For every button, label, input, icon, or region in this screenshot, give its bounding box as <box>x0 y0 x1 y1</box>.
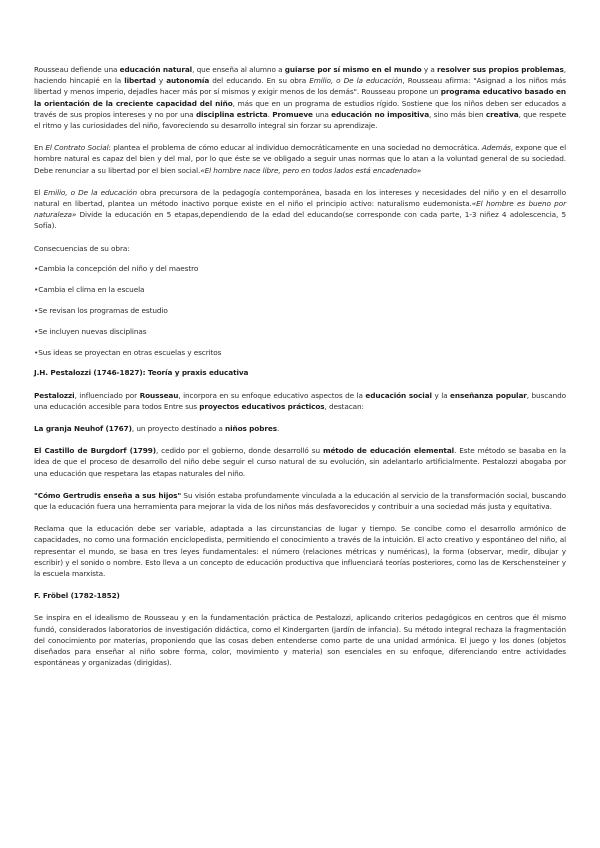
bold-text: programa educativo basado en la orientación de la creciente capacidad del niño <box>34 87 566 108</box>
bold-text: La granja Neuhof (1767) <box>34 424 132 434</box>
paragraph-emilio <box>34 187 566 232</box>
paragraph-castillo-burgdorf <box>34 445 566 479</box>
bullet-item: •Cambia el clima en la escuela <box>34 285 145 295</box>
bullet-item: •Cambia la concepción del niño y del maestro <box>34 264 199 274</box>
text: , influenciado por <box>74 390 140 400</box>
bold-text: niños pobres <box>225 424 277 434</box>
paragraph-educacion-variable: Reclama que la educación debe ser variable, adaptada a las circunstancias de lugar y tiempo. Se concibe como el desarrollo armónico de capacidades, no como una formación enciclopedista, permitiendo el conocimiento a través de la intuición. El acto creativo y espontáneo del niño, al representar el mundo, se basa en tres leyes fundamentales: el número (relaciones métricas y numéricas), la forma (observar, medir, dibujar y escribir) y el sonido o nombre. Esto lleva a un concepto de educación productiva que influenciará teorías posteriores, como las de Kerschensteiner y la escuela marxista. <box>34 524 566 579</box>
bold-text: El Castillo de Burgdorf (1799) <box>34 446 156 456</box>
italic-text: Emilio, o De la educación <box>43 187 138 197</box>
text: . Este método se basaba en la idea de que el proceso de desarrollo del niño debe seguir el curso natural de su evolución, sin adelantarlo artificialmente. Pestalozzi abogaba por una educación que respetara las etapas naturales del niño. <box>34 446 567 478</box>
text: , sino más bien <box>429 109 486 119</box>
paragraph-pestalozzi-intro <box>34 390 566 412</box>
bold-text: libertad <box>124 76 156 86</box>
italic-quote: «El hombre nace libre, pero en todos lados está encadenado» <box>200 165 422 175</box>
text: El <box>34 187 44 197</box>
consecuencias-title: Consecuencias de su obra: <box>34 243 130 253</box>
text: , que enseña al alumno a <box>192 65 285 74</box>
text: y la <box>431 390 451 400</box>
text: , incorpora en su enfoque educativo aspectos de la <box>178 390 366 400</box>
bold-text: guiarse por sí mismo en el mundo <box>284 65 422 74</box>
text: . <box>267 109 273 119</box>
text: . <box>276 424 280 434</box>
bullet-item: •Sus ideas se proyectan en otras escuelas y escritos <box>34 347 222 357</box>
bold-text: disciplina estricta <box>195 109 268 119</box>
text: , más que en un programa de estudios rígido. Sostiene que los niños deben ser educados a través de sus propios intereses y no por una <box>34 98 567 119</box>
text: : plantea el problema de cómo educar al individuo democráticamente en una sociedad no democrática. <box>108 143 482 153</box>
text: , haciendo hincapié en la <box>34 65 566 86</box>
bold-text: Rousseau <box>139 390 179 400</box>
italic-text: Emilio, o De la educación <box>309 76 403 86</box>
bold-text: método de educación elemental <box>322 446 455 456</box>
paragraph-granja-neuhof <box>34 423 566 434</box>
text: y <box>155 76 167 86</box>
bold-text: Promueve <box>272 109 313 119</box>
text: , expone que el hombre natural es capaz del bien y del mal, por lo que éste se ve obligado a seguir unas normas que lo atan a la voluntad general de su sociedad. Debe renunciar a su libertad por el bien social. <box>34 143 566 175</box>
bullet-item: •Se revisan los programas de estudio <box>34 306 168 316</box>
paragraph-contrato-social <box>34 142 566 176</box>
bold-text: educación natural <box>119 65 193 74</box>
text: Rousseau defiende una <box>34 65 120 74</box>
bold-text: "Cómo Gertrudis enseña a sus hijos" <box>34 490 182 500</box>
paragraph-rousseau-natural-education <box>34 64 566 131</box>
bold-text: enseñanza popular <box>450 390 527 400</box>
bullet-item: •Se incluyen nuevas disciplinas <box>34 326 147 336</box>
text: del educando. En su obra <box>209 76 310 86</box>
section-heading-frobel: F. Fröbel (1782-1852) <box>34 591 120 601</box>
text: , Rousseau afirma: "Asignad a los niños más libertad y menos imperio, dejadles hacer más por sí mismos y exigir menos de los demás". Rousseau propone un <box>34 76 566 97</box>
bold-text: educación social <box>365 390 432 400</box>
text: y a <box>421 65 438 74</box>
text: Divide la educación en 5 etapas,dependiendo de la edad del educando(se corresponde con cada parte, 1-3 niñez 4 adolescencia, 5 Sofía). <box>34 210 566 231</box>
text: Su visión estaba profundamente vinculada a la educación al servicio de la transformación social, buscando que la educación fuera una herramienta para mejorar la vida de los niños más desfavorecidos y contribuir a una sociedad más justa y equitativa. <box>34 490 567 512</box>
paragraph-gertrudis <box>34 490 566 512</box>
italic-text: Además <box>481 143 511 153</box>
paragraph-frobel: Se inspira en el idealismo de Rousseau y en la fundamentación práctica de Pestalozzi, aplicando criterios pedagógicos en centros que él mismo fundó, considerados laboratorios de investigación didáctica, como el Kindergarten (jardín de infancia). Su método integral rechaza la fragmentación del conocimiento por materias, proponiendo que las cosas deben entenderse como parte de una unidad armónica. El juego y los dones (objetos diseñados para enseñar al niño sobre forma, color, movimiento y materia) son esenciales en su enfoque, diferenciando entre actividades espontáneas y organizadas (dirigidas). <box>34 613 566 668</box>
section-heading-pestalozzi: J.H. Pestalozzi (1746-1827): Teoría y praxis educativa <box>34 368 249 378</box>
text: , un proyecto destinado a <box>131 424 225 434</box>
text: obra precursora de la pedagogía contemporánea, basada en los intereses y necesidades del niño y en el desarrollo natural en libertad, plantea un método inactivo porque existe en el niño el principio activo: naturalismo eudemonista. <box>34 187 566 209</box>
document-page <box>34 64 566 679</box>
text: , que respete el ritmo y las curiosidades del niño, favoreciendo su desarrollo integral sin forzar su aprendizaje. <box>34 109 566 131</box>
bold-text: autonomía <box>166 76 210 86</box>
text: En <box>34 143 46 153</box>
bold-text: creativa <box>485 109 519 119</box>
bold-text: educación no impositiva <box>331 109 430 119</box>
text: una <box>312 109 332 119</box>
italic-text: El Contrato Social <box>45 143 109 153</box>
italic-quote: «El hombre es bueno por naturaleza» <box>34 199 566 220</box>
bold-text: resolver sus propios problemas <box>437 65 564 74</box>
text: , buscando una educación accesible para todos Entre sus <box>34 390 566 411</box>
text: , cedido por el gobierno, donde desarrolló su <box>155 446 323 456</box>
bold-text: proyectos educativos prácticos <box>199 401 325 411</box>
bold-text: Pestalozzi <box>34 390 75 400</box>
text: , destacan: <box>324 401 364 411</box>
